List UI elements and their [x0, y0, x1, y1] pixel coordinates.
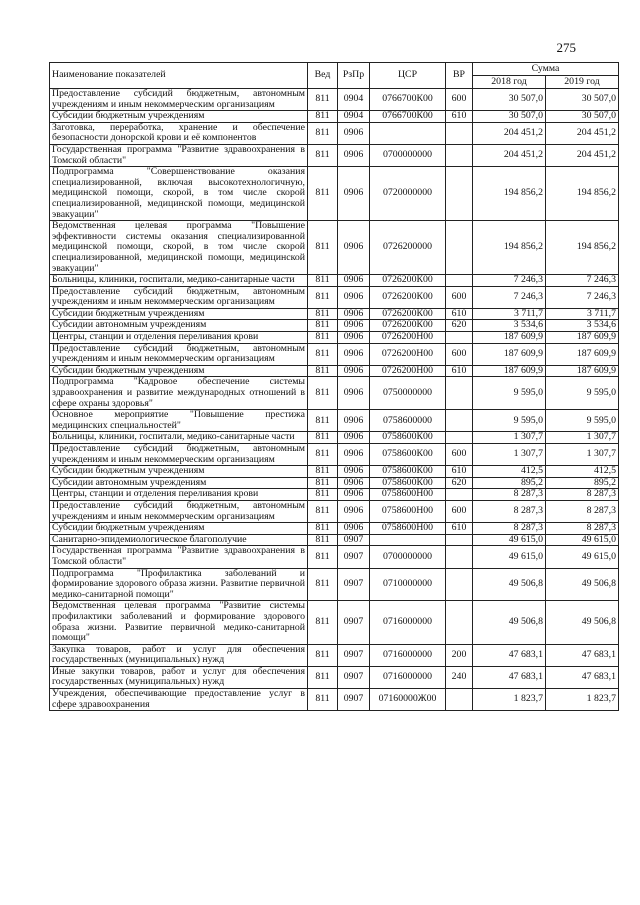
cell-2019: 3 534,6: [546, 320, 619, 332]
col-sum-header: Сумма: [473, 63, 619, 76]
cell-csr: 0758600Н00: [370, 500, 446, 522]
cell-name: Заготовка, переработка, хранение и обеспечение безопасности донорской крови и её компонентов: [50, 122, 308, 144]
table-row: [50, 477, 619, 489]
cell-csr: [370, 122, 446, 144]
cell-vr: 610: [446, 308, 473, 320]
cell-2018: 8 287,3: [473, 489, 546, 501]
table-row: [50, 410, 619, 432]
budget-table: [49, 62, 619, 711]
cell-2019: 47 683,1: [546, 666, 619, 688]
cell-2018: 9 595,0: [473, 410, 546, 432]
table-row: [50, 689, 619, 711]
cell-name: Субсидии бюджетным учреждениям: [50, 466, 308, 478]
cell-2019: 47 683,1: [546, 644, 619, 666]
cell-csr: 0726200000: [370, 221, 446, 275]
table-header: [50, 63, 619, 89]
cell-vr: [446, 410, 473, 432]
cell-2018: 49 615,0: [473, 534, 546, 546]
cell-csr: 0716000000: [370, 601, 446, 644]
cell-rzpr: 0904: [338, 111, 370, 123]
cell-ved: 811: [308, 689, 338, 711]
cell-name: Субсидии бюджетным учреждениям: [50, 365, 308, 377]
col-vr-header: ВР: [446, 63, 473, 89]
cell-ved: 811: [308, 500, 338, 522]
cell-2018: 7 246,3: [473, 275, 546, 287]
cell-rzpr: 0907: [338, 568, 370, 601]
cell-name: Учреждения, обеспечивающие предоставление услуг в сфере здравоохранения: [50, 689, 308, 711]
table-body: [50, 89, 619, 711]
cell-2018: 194 856,2: [473, 167, 546, 221]
cell-2018: 30 507,0: [473, 89, 546, 111]
table-row: [50, 365, 619, 377]
cell-vr: 620: [446, 477, 473, 489]
cell-2019: 9 595,0: [546, 410, 619, 432]
cell-2018: 8 287,3: [473, 500, 546, 522]
cell-2019: 49 506,8: [546, 568, 619, 601]
cell-vr: 600: [446, 286, 473, 308]
table-row: [50, 523, 619, 535]
table-row: [50, 601, 619, 644]
cell-2018: 30 507,0: [473, 111, 546, 123]
table-row: [50, 308, 619, 320]
cell-csr: 0710000000: [370, 568, 446, 601]
col-2018-header: 2018 год: [473, 76, 546, 89]
cell-2019: 194 856,2: [546, 167, 619, 221]
table-row: [50, 666, 619, 688]
cell-2018: 9 595,0: [473, 377, 546, 410]
cell-rzpr: 0907: [338, 601, 370, 644]
cell-rzpr: 0906: [338, 477, 370, 489]
table-row: [50, 89, 619, 111]
cell-rzpr: 0906: [338, 167, 370, 221]
cell-ved: 811: [308, 489, 338, 501]
cell-csr: 0716000000: [370, 644, 446, 666]
cell-ved: 811: [308, 601, 338, 644]
cell-2018: 187 609,9: [473, 365, 546, 377]
cell-2019: 187 609,9: [546, 332, 619, 344]
table-row: [50, 343, 619, 365]
cell-name: Предоставление субсидий бюджетным, автономным учреждениям и иным некоммерческим организациям: [50, 500, 308, 522]
cell-vr: [446, 534, 473, 546]
cell-ved: 811: [308, 308, 338, 320]
cell-rzpr: 0906: [338, 144, 370, 166]
cell-name: Государственная программа "Развитие здравоохранения в Томской области": [50, 546, 308, 568]
cell-2019: 204 451,2: [546, 122, 619, 144]
table-row: [50, 444, 619, 466]
cell-2019: 3 711,7: [546, 308, 619, 320]
cell-rzpr: 0906: [338, 377, 370, 410]
cell-2018: 47 683,1: [473, 644, 546, 666]
cell-2018: 1 307,7: [473, 432, 546, 444]
cell-vr: 600: [446, 89, 473, 111]
cell-2018: 204 451,2: [473, 144, 546, 166]
cell-2019: 8 287,3: [546, 489, 619, 501]
cell-rzpr: 0906: [338, 489, 370, 501]
cell-ved: 811: [308, 568, 338, 601]
cell-name: Подпрограмма "Совершенствование оказания специализированной, включая высокотехнологичную, медицинской помощи, скорой, в том числе скорой специализированной, медицинской помощи, медицинской эвакуации": [50, 167, 308, 221]
cell-ved: 811: [308, 644, 338, 666]
cell-vr: [446, 546, 473, 568]
cell-name: Ведомственная целевая программа "Развитие системы профилактики заболеваний и формирование здорового образа жизни. Развитие первичной медико-санитарной помощи": [50, 601, 308, 644]
cell-ved: 811: [308, 332, 338, 344]
cell-2019: 8 287,3: [546, 523, 619, 535]
col-rzpr-header: РзПр: [338, 63, 370, 89]
cell-vr: 610: [446, 111, 473, 123]
cell-vr: 600: [446, 444, 473, 466]
cell-csr: 0758600000: [370, 410, 446, 432]
cell-vr: [446, 568, 473, 601]
cell-name: Предоставление субсидий бюджетным, автономным учреждениям и иным некоммерческим организациям: [50, 444, 308, 466]
cell-csr: 0758600К00: [370, 432, 446, 444]
cell-vr: 600: [446, 343, 473, 365]
cell-csr: 0700000000: [370, 144, 446, 166]
cell-csr: 0758600К00: [370, 466, 446, 478]
cell-rzpr: 0906: [338, 444, 370, 466]
cell-name: Субсидии бюджетным учреждениям: [50, 308, 308, 320]
cell-name: Санитарно-эпидемиологическое благополучие: [50, 534, 308, 546]
cell-name: Центры, станции и отделения переливания крови: [50, 332, 308, 344]
cell-2019: 187 609,9: [546, 343, 619, 365]
cell-2018: 412,5: [473, 466, 546, 478]
cell-ved: 811: [308, 144, 338, 166]
cell-2018: 204 451,2: [473, 122, 546, 144]
cell-rzpr: 0906: [338, 365, 370, 377]
cell-rzpr: 0906: [338, 343, 370, 365]
cell-ved: 811: [308, 221, 338, 275]
cell-2019: 7 246,3: [546, 286, 619, 308]
cell-name: Иные закупки товаров, работ и услуг для обеспечения государственных (муниципальных) нужд: [50, 666, 308, 688]
cell-csr: 0758600Н00: [370, 489, 446, 501]
cell-csr: 0726200К00: [370, 275, 446, 287]
cell-vr: [446, 122, 473, 144]
cell-name: Подпрограмма "Профилактика заболеваний и формирование здорового образа жизни. Развитие первичной медико-санитарной помощи": [50, 568, 308, 601]
cell-csr: 0726200Н00: [370, 332, 446, 344]
cell-csr: 0726200К00: [370, 308, 446, 320]
cell-2019: 30 507,0: [546, 89, 619, 111]
cell-name: Ведомственная целевая программа "Повышение эффективности системы оказания специализированной медицинской помощи, скорой, в том числе скорой специализированной, медицинской помощи, медицинской эвакуации": [50, 221, 308, 275]
cell-2019: 194 856,2: [546, 221, 619, 275]
cell-2019: 49 615,0: [546, 546, 619, 568]
cell-ved: 811: [308, 546, 338, 568]
col-csr-header: ЦСР: [370, 63, 446, 89]
cell-2019: 412,5: [546, 466, 619, 478]
cell-name: Больницы, клиники, госпитали, медико-санитарные части: [50, 275, 308, 287]
cell-name: Субсидии автономным учреждениям: [50, 320, 308, 332]
cell-ved: 811: [308, 432, 338, 444]
cell-rzpr: 0907: [338, 534, 370, 546]
cell-2019: 49 615,0: [546, 534, 619, 546]
cell-2019: 187 609,9: [546, 365, 619, 377]
cell-vr: 610: [446, 523, 473, 535]
cell-2019: 7 246,3: [546, 275, 619, 287]
cell-ved: 811: [308, 320, 338, 332]
cell-ved: 811: [308, 365, 338, 377]
cell-ved: 811: [308, 523, 338, 535]
cell-vr: [446, 221, 473, 275]
cell-name: Больницы, клиники, госпитали, медико-санитарные части: [50, 432, 308, 444]
cell-2019: 8 287,3: [546, 500, 619, 522]
cell-rzpr: 0906: [338, 410, 370, 432]
cell-name: Предоставление субсидий бюджетным, автономным учреждениям и иным некоммерческим организациям: [50, 89, 308, 111]
cell-ved: 811: [308, 477, 338, 489]
cell-ved: 811: [308, 167, 338, 221]
cell-ved: 811: [308, 122, 338, 144]
table-row: [50, 111, 619, 123]
cell-csr: 07160000Ж00: [370, 689, 446, 711]
cell-csr: [370, 534, 446, 546]
cell-name: Субсидии бюджетным учреждениям: [50, 523, 308, 535]
cell-2018: 187 609,9: [473, 332, 546, 344]
cell-rzpr: 0907: [338, 546, 370, 568]
cell-rzpr: 0906: [338, 523, 370, 535]
cell-csr: 0726200К00: [370, 286, 446, 308]
cell-vr: 240: [446, 666, 473, 688]
table-row: [50, 167, 619, 221]
cell-rzpr: 0906: [338, 500, 370, 522]
cell-csr: 0758600К00: [370, 444, 446, 466]
cell-2019: 204 451,2: [546, 144, 619, 166]
cell-rzpr: 0906: [338, 122, 370, 144]
table-row: [50, 568, 619, 601]
cell-ved: 811: [308, 343, 338, 365]
cell-ved: 811: [308, 111, 338, 123]
cell-csr: 0726200Н00: [370, 365, 446, 377]
table-row: [50, 644, 619, 666]
cell-ved: 811: [308, 377, 338, 410]
table-row: [50, 489, 619, 501]
cell-vr: [446, 432, 473, 444]
table-row: [50, 221, 619, 275]
cell-vr: [446, 489, 473, 501]
cell-csr: 0766700К00: [370, 111, 446, 123]
cell-vr: 610: [446, 365, 473, 377]
cell-rzpr: 0906: [338, 332, 370, 344]
cell-2019: 1 823,7: [546, 689, 619, 711]
cell-rzpr: 0906: [338, 432, 370, 444]
cell-vr: 620: [446, 320, 473, 332]
cell-2019: 30 507,0: [546, 111, 619, 123]
cell-2018: 7 246,3: [473, 286, 546, 308]
table-row: [50, 320, 619, 332]
cell-2018: 49 506,8: [473, 601, 546, 644]
table-row: [50, 332, 619, 344]
cell-rzpr: 0907: [338, 644, 370, 666]
cell-rzpr: 0906: [338, 320, 370, 332]
cell-name: Закупка товаров, работ и услуг для обеспечения государственных (муниципальных) нужд: [50, 644, 308, 666]
cell-2019: 9 595,0: [546, 377, 619, 410]
cell-rzpr: 0906: [338, 308, 370, 320]
cell-name: Субсидии автономным учреждениям: [50, 477, 308, 489]
cell-2018: 187 609,9: [473, 343, 546, 365]
cell-vr: [446, 601, 473, 644]
cell-csr: 0726200К00: [370, 320, 446, 332]
cell-name: Центры, станции и отделения переливания крови: [50, 489, 308, 501]
col-ved-header: Вед: [308, 63, 338, 89]
cell-name: Предоставление субсидий бюджетным, автономным учреждениям и иным некоммерческим организациям: [50, 286, 308, 308]
cell-2018: 47 683,1: [473, 666, 546, 688]
table-row: [50, 546, 619, 568]
cell-vr: 600: [446, 500, 473, 522]
cell-csr: 0716000000: [370, 666, 446, 688]
cell-2019: 1 307,7: [546, 444, 619, 466]
cell-rzpr: 0906: [338, 221, 370, 275]
cell-vr: 200: [446, 644, 473, 666]
table-row: [50, 144, 619, 166]
cell-name: Подпрограмма "Кадровое обеспечение системы здравоохранения и развитие международных отношений в сфере охраны здоровья": [50, 377, 308, 410]
cell-name: Основное мероприятие "Повышение престижа медицинских специальностей": [50, 410, 308, 432]
table-row: [50, 275, 619, 287]
table-row: [50, 432, 619, 444]
table-row: [50, 500, 619, 522]
cell-name: Государственная программа "Развитие здравоохранения в Томской области": [50, 144, 308, 166]
cell-2019: 895,2: [546, 477, 619, 489]
cell-vr: [446, 332, 473, 344]
cell-2018: 895,2: [473, 477, 546, 489]
cell-2018: 49 506,8: [473, 568, 546, 601]
cell-csr: 0720000000: [370, 167, 446, 221]
cell-csr: 0700000000: [370, 546, 446, 568]
cell-ved: 811: [308, 89, 338, 111]
cell-vr: [446, 377, 473, 410]
cell-rzpr: 0906: [338, 275, 370, 287]
cell-vr: [446, 689, 473, 711]
cell-2018: 49 615,0: [473, 546, 546, 568]
cell-csr: 0726200Н00: [370, 343, 446, 365]
cell-csr: 0758600Н00: [370, 523, 446, 535]
col-2019-header: 2019 год: [546, 76, 619, 89]
cell-name: Предоставление субсидий бюджетным, автономным учреждениям и иным некоммерческим организациям: [50, 343, 308, 365]
page-number: 275: [556, 40, 576, 55]
cell-vr: [446, 167, 473, 221]
cell-2018: 8 287,3: [473, 523, 546, 535]
table-row: [50, 466, 619, 478]
cell-csr: 0758600К00: [370, 477, 446, 489]
cell-2018: 1 823,7: [473, 689, 546, 711]
cell-ved: 811: [308, 534, 338, 546]
cell-rzpr: 0904: [338, 89, 370, 111]
cell-2018: 3 534,6: [473, 320, 546, 332]
col-name-header: Наименование показателей: [50, 63, 308, 89]
cell-rzpr: 0906: [338, 286, 370, 308]
table-row: [50, 286, 619, 308]
cell-vr: [446, 144, 473, 166]
cell-name: Субсидии бюджетным учреждениям: [50, 111, 308, 123]
cell-ved: 811: [308, 410, 338, 432]
table-row: [50, 534, 619, 546]
cell-2018: 3 711,7: [473, 308, 546, 320]
cell-rzpr: 0906: [338, 466, 370, 478]
cell-ved: 811: [308, 286, 338, 308]
cell-rzpr: 0907: [338, 666, 370, 688]
cell-csr: 0766700К00: [370, 89, 446, 111]
cell-2018: 194 856,2: [473, 221, 546, 275]
cell-csr: 0750000000: [370, 377, 446, 410]
cell-2019: 49 506,8: [546, 601, 619, 644]
table-row: [50, 377, 619, 410]
cell-vr: 610: [446, 466, 473, 478]
cell-2019: 1 307,7: [546, 432, 619, 444]
table-row: [50, 122, 619, 144]
cell-ved: 811: [308, 444, 338, 466]
cell-ved: 811: [308, 275, 338, 287]
cell-rzpr: 0907: [338, 689, 370, 711]
cell-2018: 1 307,7: [473, 444, 546, 466]
cell-ved: 811: [308, 666, 338, 688]
cell-vr: [446, 275, 473, 287]
cell-ved: 811: [308, 466, 338, 478]
